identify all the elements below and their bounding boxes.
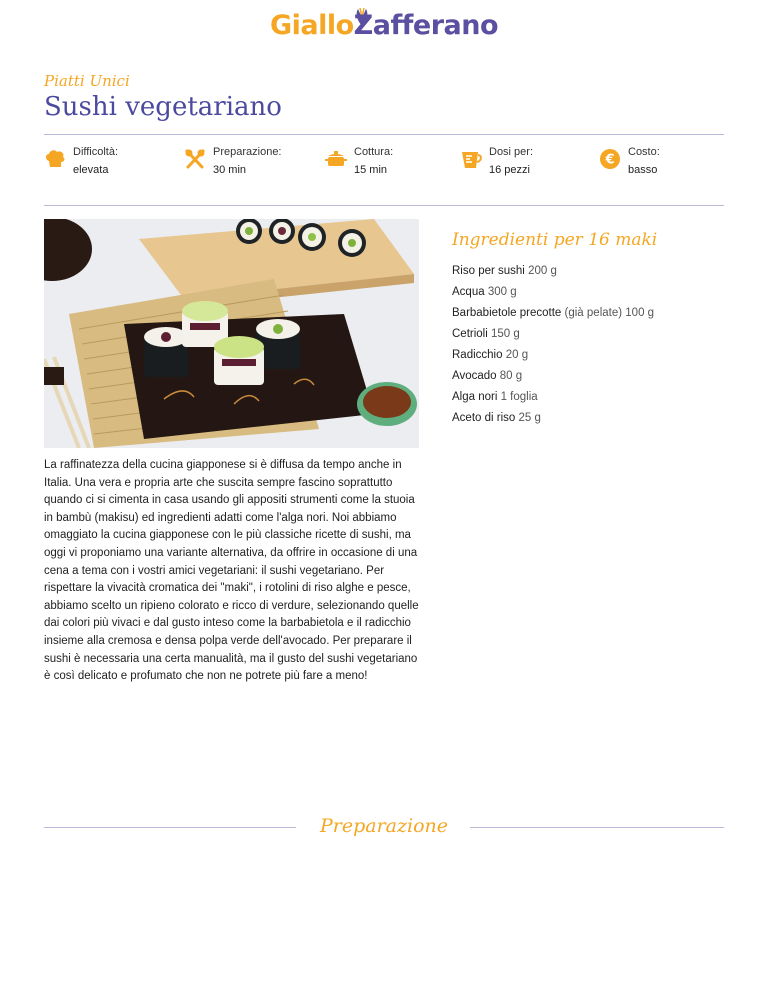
ingredient-name[interactable]: Cetrioli	[452, 328, 488, 340]
utensils-icon	[184, 148, 206, 170]
ingredient-amount: 25 g	[518, 412, 541, 424]
info-value: 30 min	[213, 164, 247, 176]
info-value: basso	[628, 164, 658, 176]
ingredient-item	[452, 307, 732, 319]
ingredient-item	[452, 349, 732, 361]
ingredient-name[interactable]: Barbabietole precotte	[452, 307, 562, 319]
logo-text-zafferano: afferano	[372, 10, 499, 41]
preparation-title: Preparazione	[319, 815, 449, 837]
logo-text-z: Z	[353, 10, 373, 41]
ingredient-name[interactable]: Radicchio	[452, 349, 503, 361]
ingredient-amount: 200 g	[528, 265, 557, 277]
euro-coin-icon	[599, 148, 621, 170]
ingredient-item	[452, 412, 732, 424]
info-value: elevata	[73, 164, 109, 176]
ingredient-item	[452, 265, 732, 277]
info-value: 15 min	[354, 164, 388, 176]
chef-hat-icon	[44, 148, 66, 170]
ingredient-amount: 300 g	[487, 286, 517, 298]
logo-text-giallo: Giallo	[269, 10, 354, 41]
info-label: Costo:	[628, 146, 660, 158]
info-label: Cottura:	[354, 146, 394, 158]
ingredient-amount: 1 foglia	[500, 391, 538, 403]
ingredient-amount: 20 g	[505, 349, 529, 361]
sushi-illustration	[44, 219, 419, 448]
ingredient-item	[452, 370, 732, 382]
recipe-title: Sushi vegetariano	[44, 92, 282, 122]
ingredient-item	[452, 391, 732, 403]
recipe-category[interactable]: Piatti Unici	[44, 72, 130, 90]
ingredient-item	[452, 286, 732, 298]
site-logo[interactable]	[0, 10, 768, 50]
info-label: Preparazione:	[213, 146, 282, 158]
preparation-divider-left	[44, 827, 296, 828]
ingredient-amount: 150 g	[491, 328, 520, 340]
ingredient-item	[452, 328, 732, 340]
preparation-divider-right	[470, 827, 724, 828]
recipe-photo	[44, 219, 419, 448]
pot-icon	[325, 148, 347, 170]
ingredient-name[interactable]: Aceto di riso	[452, 412, 516, 424]
ingredient-amount: 100 g	[625, 307, 655, 319]
info-label: Dosi per:	[489, 146, 534, 158]
recipe-info-row	[44, 146, 724, 190]
measuring-cup-icon	[460, 148, 482, 170]
ingredient-name[interactable]: Avocado	[452, 370, 497, 382]
ingredient-name[interactable]: Alga nori	[452, 391, 498, 403]
ingredient-name[interactable]: Riso per sushi	[452, 265, 525, 277]
ingredient-amount: 80 g	[499, 370, 523, 382]
info-divider	[44, 205, 724, 206]
header-divider	[44, 134, 724, 135]
info-label: Difficoltà:	[73, 146, 119, 158]
svg-text:€: €	[605, 152, 615, 168]
info-value: 16 pezzi	[489, 164, 530, 176]
recipe-intro: La raffinatezza della cucina giapponese si è diffusa da tempo anche in Italia. Una vera e propria arte che suscita sempre fascino soprattutto quando ci si cimenta in casa usando gli appositi strumenti come la stuoia in bambù (makisu) ed ingredienti adatti come l'alga nori. Noi abbiamo omaggiato la cucina giapponese con le più classiche ricette di sushi, ma oggi vi proponiamo una variante alternativa, da offrire in occasione di una cena a tema con i vostri amici vegetariani: il sushi vegetariano. Per rispettare la vivacità cromatica dei "maki", i rotolini di riso alghe e pesce, abbiamo scelto un ripieno colorato e ricco di verdure, selezionando quelle dai colori più vivaci e dal gusto inteso come la barbabietola e il radicchio insieme alla cremosa e densa polpa verde dell'avocado. Per preparare il sushi è necessaria una certa manualità, ma il gusto del sushi vegetariano è così delicato e profumato che non ne potrete più fare a meno!	[44, 459, 419, 683]
ingredient-name[interactable]: Acqua	[452, 286, 485, 298]
ingredients-title: Ingredienti per 16 maki	[452, 230, 658, 250]
ingredient-note: (già pelate)	[564, 307, 623, 319]
